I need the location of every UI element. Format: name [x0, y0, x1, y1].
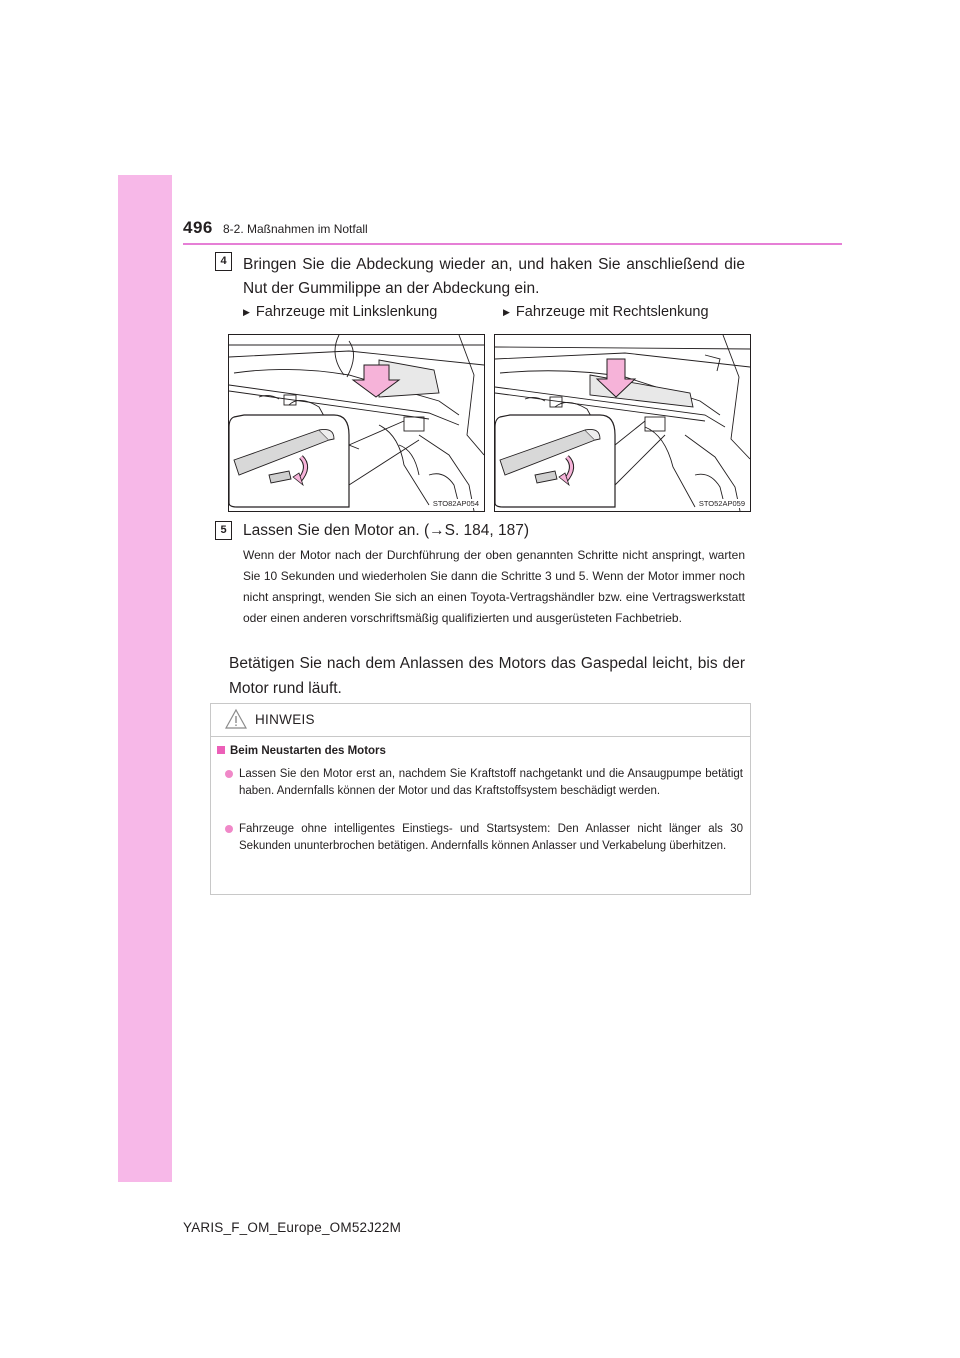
circle-bullet-icon: [225, 825, 233, 833]
step-5-text: Lassen Sie den Motor an. (→S. 184, 187): [243, 522, 530, 539]
figure-left-code: STO82AP054: [432, 499, 479, 508]
figure-right-code: STO52AP059: [698, 499, 745, 508]
notice-header: [211, 704, 750, 737]
step-5-number: 5: [215, 521, 232, 540]
notice-bullet-text: Fahrzeuge ohne intelligentes Einstiegs- und Startsystem: Den Anlasser nicht länger als 30 Sekunden ununterbrochen betätigen. Andernfalls können Anlasser und Verkabelung überhitzen.: [239, 823, 743, 852]
notice-subheading: [217, 745, 386, 757]
variant-right-label: Fahrzeuge mit Rechtslenkung: [515, 304, 709, 320]
notice-bullet: [223, 821, 743, 855]
after-start-text: Betätigen Sie nach dem Anlassen des Motors das Gaspedal leicht, bis der Motor rund läuft.: [229, 655, 745, 697]
notice-title: HINWEIS: [255, 712, 315, 727]
notice-subheading-text: Beim Neustarten des Motors: [230, 745, 386, 757]
notice-bullet-text: Lassen Sie den Motor erst an, nachdem Sie Kraftstoff nachgetankt und die Ansaugpumpe betätigt haben. Andernfalls können der Motor und das Kraftstoffsystem beschädigt werden.: [239, 768, 743, 797]
circle-bullet-icon: [225, 770, 233, 778]
step-4-text: Bringen Sie die Abdeckung wieder an, und haken Sie anschließend die Nut der Gummilippe an der Abdeckung ein.: [243, 256, 745, 297]
engine-bay-illustration-left: [229, 335, 484, 511]
footer-doc-code: YARIS_F_OM_Europe_OM52J22M: [183, 1220, 402, 1235]
notice-bullet: [223, 766, 743, 800]
engine-bay-illustration-right: [495, 335, 750, 511]
square-bullet-icon: [217, 746, 225, 754]
page-number: 496: [183, 218, 213, 237]
variant-left-label: Fahrzeuge mit Linkslenkung: [255, 304, 438, 320]
step-4-number: 4: [215, 252, 232, 271]
warning-triangle-icon: [225, 708, 247, 730]
section-title: 8-2. Maßnahmen im Notfall: [223, 222, 368, 236]
header-rule: [183, 243, 842, 245]
figure-right-hand-drive: [494, 334, 751, 512]
step-5-note: Wenn der Motor nach der Durchführung der oben genannten Schritte nicht anspringt, warten Sie 10 Sekunden und wiederholen Sie dann die Schritte 3 und 5. Wenn der Motor immer noch nicht anspringt, wenden Sie sich an einen Toyota-Vertragshändler bzw. eine Vertragswerkstatt oder einen anderen vorschriftsmäßig qualifizierten und ausgerüsteten Fachbetrieb.: [243, 548, 745, 625]
variant-left-hand-drive: [243, 304, 437, 320]
variant-right-hand-drive: [503, 304, 709, 320]
figure-left-hand-drive: [228, 334, 485, 512]
chapter-sidebar: [118, 175, 172, 1182]
triangle-bullet-icon: ▶: [503, 307, 510, 317]
notice-box: [210, 703, 751, 895]
triangle-bullet-icon: ▶: [243, 307, 250, 317]
